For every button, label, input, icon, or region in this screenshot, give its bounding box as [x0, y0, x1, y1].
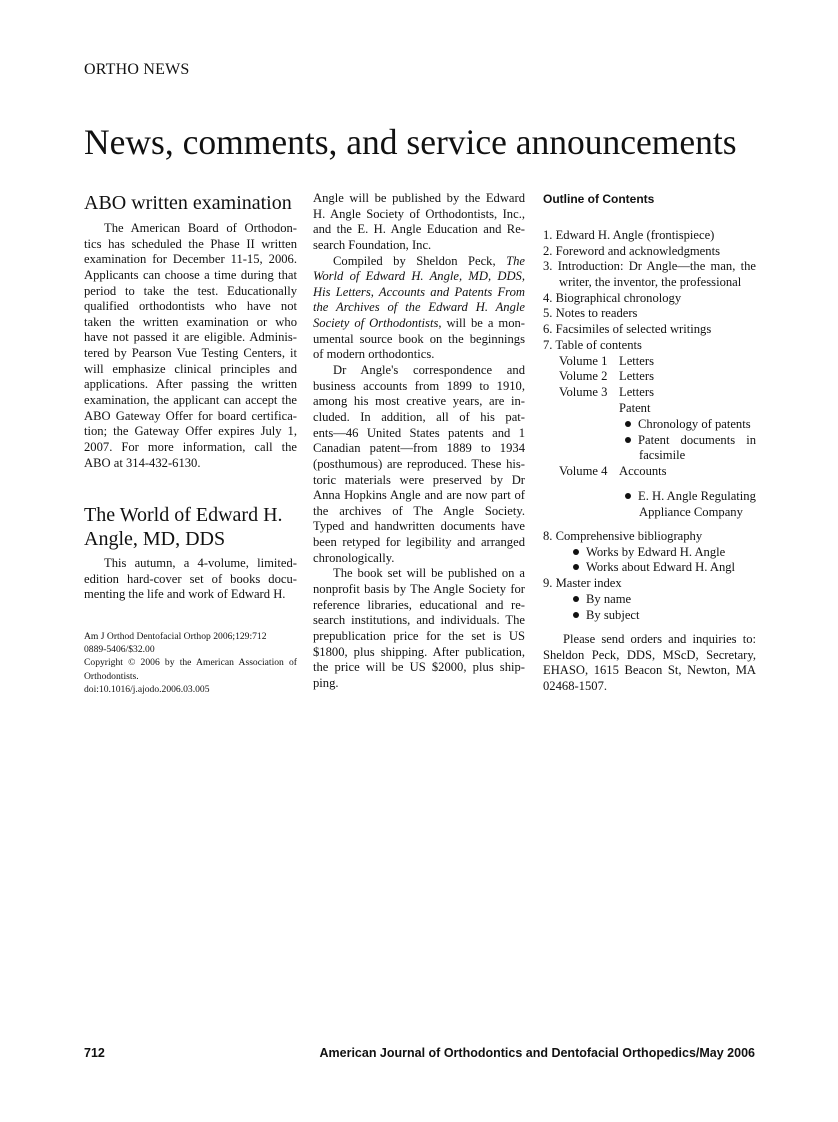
- citation-issn: 0889-5406/$32.00: [84, 644, 155, 656]
- text-line: of modern orthodontics.: [313, 347, 435, 362]
- text-line: the Archives of the Edward H. Angle: [313, 300, 525, 315]
- text-line: qualified orthodontists who have not: [84, 299, 297, 314]
- column-2: [313, 191, 525, 692]
- volume-3-patent: Patent: [619, 401, 651, 415]
- text-line: Canadian patent—from 1889 to 1934: [313, 441, 525, 456]
- bullet-text: By name: [586, 592, 632, 606]
- text-line: Dr Angle's correspondence and: [333, 363, 525, 378]
- volume-4-title: Accounts: [619, 464, 667, 478]
- text-line: search institutions, and individuals. The: [313, 613, 525, 628]
- orders-line: Please send orders and inquiries to:: [563, 632, 756, 646]
- bullet-icon: [573, 612, 579, 618]
- outline-item-2: 2. Foreword and acknowledgments: [543, 244, 720, 258]
- outline-item-1: 1. Edward H. Angle (frontispiece): [543, 228, 715, 242]
- text-line: 2007. For more information, call the: [84, 439, 297, 454]
- outline-item-3: 3. Introduction: Dr Angle—the man, the: [543, 259, 756, 273]
- text-line: examination, the applicant can accept the: [84, 393, 297, 408]
- bullet-works-by: [573, 545, 725, 560]
- orders-paragraph: [543, 632, 756, 695]
- citation-copyright: Copyright © 2006 by the American Association of: [84, 657, 297, 669]
- text-line: World of Edward H. Angle, MD, DDS,: [313, 269, 525, 284]
- text-line: menting the life and work of Edward H.: [84, 587, 286, 602]
- bullet-text: By subject: [586, 608, 640, 622]
- text-line: ping.: [313, 675, 339, 690]
- outline-item-8: 8. Comprehensive bibliography: [543, 529, 703, 543]
- abo-heading: ABO written examination: [84, 192, 292, 214]
- world-heading-line-2: Angle, MD, DDS: [84, 528, 226, 550]
- text-line: Angle will be published by the Edward: [313, 191, 525, 205]
- bullet-icon: [625, 493, 631, 499]
- text-line: H. Angle Society of Orthodontists, Inc.,: [313, 206, 525, 221]
- world-body-start: [84, 556, 297, 603]
- text-line: ents—46 United States patents and 1: [313, 425, 525, 440]
- paragraph: [84, 221, 297, 471]
- outline-item-6: 6. Facsimiles of selected writings: [543, 322, 712, 336]
- paragraph: [313, 566, 525, 691]
- text-line: examination for December 11-15, 2006.: [84, 252, 297, 267]
- orders-line: Sheldon Peck, DDS, MScD, Secretary,: [543, 647, 756, 662]
- text-line: business accounts from 1899 to 1910,: [313, 378, 525, 393]
- outline-item-4: 4. Biographical chronology: [543, 291, 682, 305]
- citation-block: [84, 630, 297, 696]
- volume-1-title: Letters: [619, 354, 654, 368]
- text-line: been retyped for legibility and arranged: [313, 535, 525, 550]
- outline-item-7: 7. Table of contents: [543, 338, 642, 352]
- citation-doi[interactable]: doi:10.1016/j.ajodo.2006.03.005: [84, 683, 210, 695]
- text-line: The American Board of Orthodon-: [104, 221, 297, 235]
- page-number: 712: [84, 1046, 105, 1060]
- paragraph: [313, 191, 525, 254]
- text-line: ABO Gateway Offer for board certifica-: [84, 408, 297, 423]
- abo-body: [84, 221, 297, 471]
- text-line: chronologically.: [313, 550, 395, 565]
- text-line: The book set will be published on a: [333, 566, 525, 581]
- text-line: nonprofit basis by The Angle Society for: [313, 582, 525, 597]
- text-line: and the E. H. Angle Education and Re-: [313, 222, 525, 237]
- bullet-works-about: [573, 560, 735, 575]
- text-line: His Letters, Accounts and Patents From: [313, 284, 525, 299]
- text-line: tion; the Gateway Offer expires July 1,: [84, 424, 297, 439]
- text-line: $1800, plus shipping. After publication,: [313, 644, 525, 659]
- bullet-icon: [573, 596, 579, 602]
- text-line: cluded. In addition, all of his pat-: [313, 409, 525, 424]
- bullet-text: Works about Edward H. Angl: [586, 560, 736, 574]
- text-line: tics has scheduled the Phase II written: [84, 236, 297, 251]
- citation-journal: Am J Orthod Dentofacial Orthop 2006;129:712: [84, 631, 267, 642]
- text-line: Anna Hopkins Angle and are now part of: [313, 488, 525, 503]
- volume-2-title: Letters: [619, 369, 654, 383]
- volume-3-label: Volume 3: [559, 385, 608, 399]
- paragraph: [313, 363, 525, 566]
- text-line: reference libraries, educational and re-: [313, 597, 525, 612]
- text-line: search Foundation, Inc.: [313, 237, 432, 252]
- bullet-by-subject: [573, 608, 640, 623]
- paragraph: [84, 556, 297, 603]
- bullet-icon: [573, 549, 579, 555]
- bullet-regulating-appliance: [625, 489, 756, 504]
- text-line: tered by Pearson Vue Testing Centers, it: [84, 346, 297, 361]
- bullet-text: Chronology of patents: [638, 417, 751, 431]
- text-line: ABO at 314-432-6130.: [84, 455, 201, 470]
- bullet-icon: [625, 421, 631, 427]
- world-heading-line-1: The World of Edward H.: [84, 504, 283, 526]
- text-line: prepublication price for the set is US: [313, 628, 525, 643]
- orders-line: 02468-1507.: [543, 678, 608, 693]
- text-line: Society of Orthodontists, will be a mon-: [313, 316, 525, 331]
- bullet-icon: [573, 564, 579, 570]
- outline-item-9: 9. Master index: [543, 576, 622, 590]
- volume-2-label: Volume 2: [559, 369, 608, 383]
- bullet-patent-documents: [625, 433, 756, 448]
- text-line: period to take the test. Educationally: [84, 283, 297, 298]
- paragraph: [313, 254, 525, 363]
- journal-footer: American Journal of Orthodontics and Dentofacial Orthopedics/May 2006: [319, 1046, 755, 1060]
- text-line: the price will be US $2000, plus ship-: [313, 660, 525, 675]
- text-line: Typed and handwritten documents have: [313, 519, 525, 534]
- bullet-by-name: [573, 592, 631, 607]
- outline-heading: Outline of Contents: [543, 192, 655, 206]
- text-line: among his most creative years, are in-: [313, 394, 525, 409]
- text-line: This autumn, a 4-volume, limited-: [104, 556, 297, 570]
- volume-4-label: Volume 4: [559, 464, 608, 478]
- text-line: applications. After passing the written: [84, 377, 297, 392]
- bullet-chronology-of-patents: [625, 417, 751, 432]
- volume-3-title: Letters: [619, 385, 654, 399]
- outline-item-3-cont: writer, the inventor, the professional: [559, 275, 742, 289]
- text-line: Applicants can choose a time during that: [84, 267, 297, 282]
- text-line: edition hard-cover set of books docu-: [84, 571, 297, 586]
- volume-1-label: Volume 1: [559, 354, 608, 368]
- section-label: ORTHO NEWS: [84, 61, 190, 78]
- bullet-text: E. H. Angle Regulating: [638, 489, 756, 503]
- orders-line: EHASO, 1615 Beacon St, Newton, MA: [543, 663, 756, 678]
- page-title: News, comments, and service announcements: [84, 122, 737, 162]
- text-line: (posthumous) are reproduced. These his-: [313, 456, 525, 471]
- bullet-patent-documents-cont: facsimile: [639, 448, 686, 462]
- bullet-icon: [625, 437, 631, 443]
- bullet-regulating-appliance-cont: Appliance Company: [639, 505, 743, 519]
- text-line: Compiled by Sheldon Peck, The: [333, 253, 525, 268]
- text-line: the archives of The Angle Society.: [313, 503, 525, 518]
- outline-item-5: 5. Notes to readers: [543, 306, 638, 320]
- text-line: toric materials were preserved by Dr: [313, 472, 525, 487]
- bullet-text: Works by Edward H. Angle: [586, 545, 726, 559]
- text-line: will emphasize clinical principles and: [84, 361, 297, 376]
- text-line: taken the written examination or who: [84, 314, 297, 329]
- text-line: have not passed it are eligible. Adminis-: [84, 330, 297, 345]
- bullet-text: Patent documents in: [638, 433, 756, 447]
- citation-copyright-cont: Orthodontists.: [84, 670, 139, 682]
- text-line: umental source book on the beginnings: [313, 331, 525, 346]
